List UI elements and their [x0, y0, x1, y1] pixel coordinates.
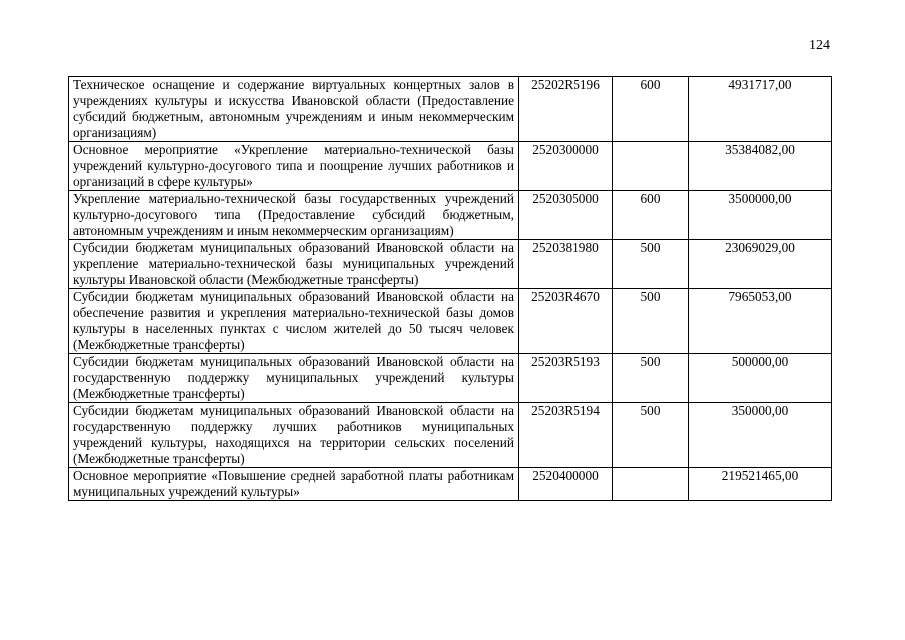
expense-name-cell: Субсидии бюджетам муниципальных образований Ивановской области на обеспечение развития и укрепления материально-технической базы домов культуры в населенных пунктах с числом жителей до 50 тысяч человек (Межбюджетные трансферты): [69, 289, 519, 354]
target-code-cell: 25203R4670: [519, 289, 613, 354]
table-row: [69, 289, 832, 354]
expense-name-cell: Субсидии бюджетам муниципальных образований Ивановской области на государственную поддержку муниципальных учреждений культуры (Межбюджетные трансферты): [69, 354, 519, 403]
table-row: [69, 403, 832, 468]
expense-name-cell: Укрепление материально-технической базы государственных учреждений культурно-досугового типа (Предоставление субсидий бюджетным, автономным учреждениям и иным некоммерческим организациям): [69, 191, 519, 240]
amount-cell: 4931717,00: [689, 77, 832, 142]
expense-type-cell: 500: [613, 354, 689, 403]
page-number: 124: [809, 38, 830, 53]
expense-type-cell: 500: [613, 240, 689, 289]
table-row: [69, 468, 832, 501]
target-code-cell: 25203R5193: [519, 354, 613, 403]
target-code-cell: 2520381980: [519, 240, 613, 289]
table-row: [69, 142, 832, 191]
table-row: [69, 354, 832, 403]
expense-type-cell: [613, 468, 689, 501]
amount-cell: 350000,00: [689, 403, 832, 468]
table-row: [69, 77, 832, 142]
target-code-cell: 2520305000: [519, 191, 613, 240]
expense-type-cell: 600: [613, 77, 689, 142]
target-code-cell: 2520400000: [519, 468, 613, 501]
expense-type-cell: 600: [613, 191, 689, 240]
target-code-cell: 25202R5196: [519, 77, 613, 142]
table-row: [69, 240, 832, 289]
expense-type-cell: 500: [613, 289, 689, 354]
expense-name-cell: Основное мероприятие «Повышение средней заработной платы работникам муниципальных учреждений культуры»: [69, 468, 519, 501]
expense-name-cell: Техническое оснащение и содержание виртуальных концертных залов в учреждениях культуры и искусства Ивановской области (Предоставление субсидий бюджетным, автономным учреждениям и иным некоммерческим организациям): [69, 77, 519, 142]
budget-table: [68, 76, 832, 501]
amount-cell: 219521465,00: [689, 468, 832, 501]
table-row: [69, 191, 832, 240]
amount-cell: 3500000,00: [689, 191, 832, 240]
target-code-cell: 25203R5194: [519, 403, 613, 468]
expense-name-cell: Субсидии бюджетам муниципальных образований Ивановской области на укрепление материально-технической базы муниципальных учреждений культуры Ивановской области (Межбюджетные трансферты): [69, 240, 519, 289]
amount-cell: 35384082,00: [689, 142, 832, 191]
amount-cell: 500000,00: [689, 354, 832, 403]
target-code-cell: 2520300000: [519, 142, 613, 191]
expense-name-cell: Субсидии бюджетам муниципальных образований Ивановской области на государственную поддержку лучших работников муниципальных учреждений культуры, находящихся на территории сельских поселений (Межбюджетные трансферты): [69, 403, 519, 468]
amount-cell: 23069029,00: [689, 240, 832, 289]
expense-name-cell: Основное мероприятие «Укрепление материально-технической базы учреждений культурно-досугового типа и поощрение лучших работников и организаций в сфере культуры»: [69, 142, 519, 191]
amount-cell: 7965053,00: [689, 289, 832, 354]
expense-type-cell: 500: [613, 403, 689, 468]
expense-type-cell: [613, 142, 689, 191]
